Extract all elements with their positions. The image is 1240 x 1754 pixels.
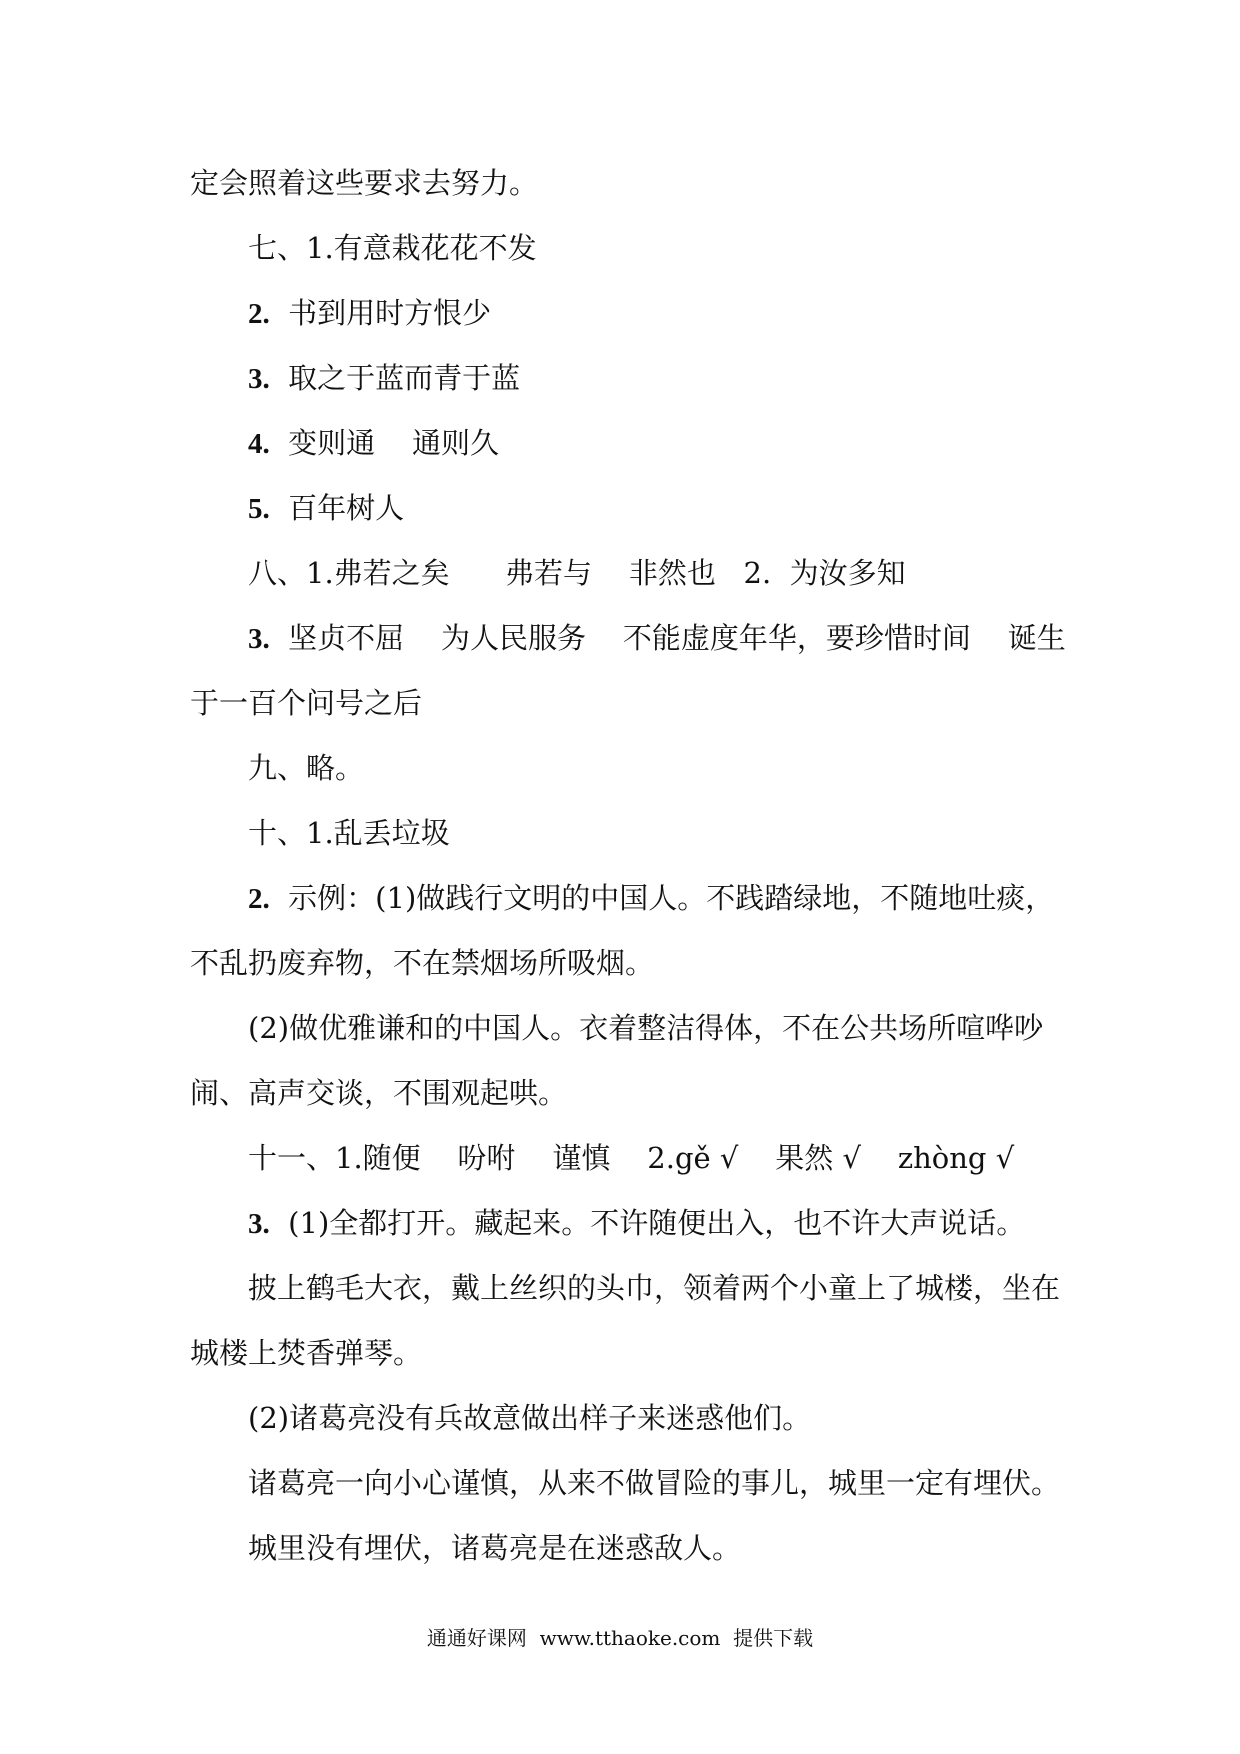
footer-watermark: 通通好课网 www.tthaoke.com 提供下载 <box>426 1626 814 1650</box>
answer-line: 十、1.乱丢垃圾 <box>248 816 450 850</box>
answer-line: (2)诸葛亮没有兵故意做出样子来迷惑他们。 <box>248 1401 812 1435</box>
text-line: 闹、高声交谈，不围观起哄。 <box>190 1076 568 1110</box>
text-line: 于一百个问号之后 <box>190 686 423 720</box>
answer-line: 3. (1)全都打开。藏起来。不许随便出入，也不许大声说话。 <box>248 1206 1026 1240</box>
text-line: 不乱扔废弃物，不在禁烟场所吸烟。 <box>190 946 655 980</box>
answer-line: 3. 取之于蓝而青于蓝 <box>248 361 521 395</box>
answer-line: 5. 百年树人 <box>248 491 405 525</box>
text-line: 城楼上焚香弹琴。 <box>190 1336 423 1370</box>
answer-line: 九、略。 <box>248 751 365 785</box>
answer-line: 披上鹤毛大衣，戴上丝织的头巾，领着两个小童上了城楼，坐在 <box>248 1271 1061 1305</box>
answer-line: 4. 变则通 通则久 <box>248 426 500 460</box>
answer-line: 2. 书到用时方恨少 <box>248 296 492 330</box>
answer-line: (2)做优雅谦和的中国人。衣着整洁得体，不在公共场所喧哗吵 <box>248 1011 1044 1045</box>
answer-line: 3. 坚贞不屈 为人民服务 不能虚度年华，要珍惜时间 诞生 <box>248 621 1066 655</box>
answer-line: 七、1.有意栽花花不发 <box>248 231 537 265</box>
answer-line: 城里没有埋伏，诸葛亮是在迷惑敌人。 <box>248 1531 742 1565</box>
answer-line: 八、1.弗若之矣 弗若与 非然也 2. 为汝多知 <box>248 556 906 590</box>
answer-line: 诸葛亮一向小心谨慎，从来不做冒险的事儿，城里一定有埋伏。 <box>248 1466 1061 1500</box>
answer-line: 2. 示例：(1)做践行文明的中国人。不践踏绿地，不随地吐痰， <box>248 881 1055 915</box>
text-line: 定会照着这些要求去努力。 <box>190 166 539 200</box>
answer-line: 十一、1.随便 吩咐 谨慎 2.gě √ 果然 √ zhòng √ <box>248 1141 1015 1175</box>
